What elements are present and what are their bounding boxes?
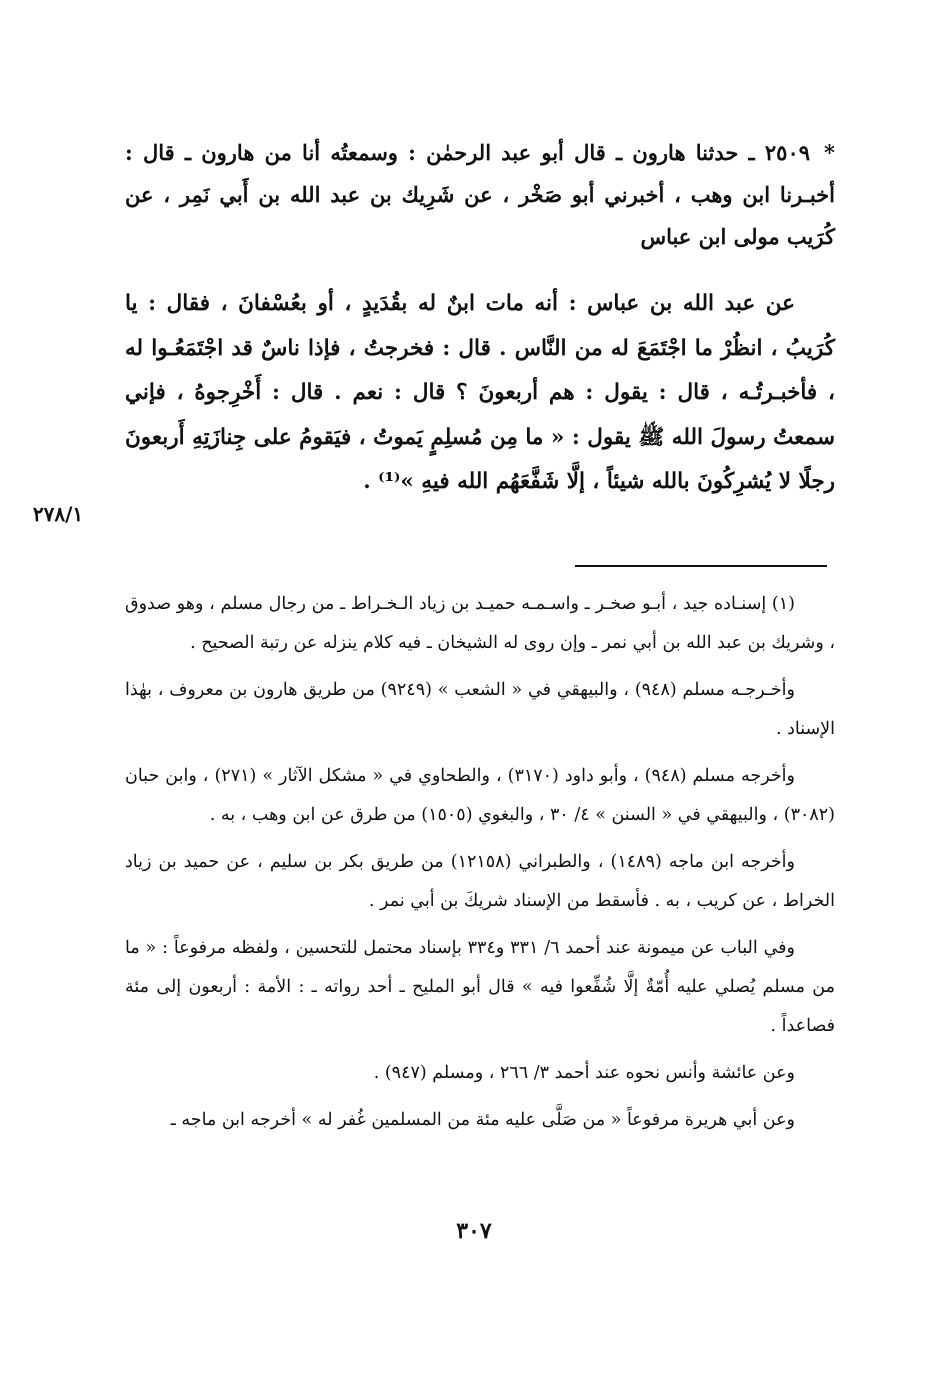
hadith-header <box>125 132 835 258</box>
footnote-paragraph: وعن أبي هريرة مرفوعاً « من صَلَّى عليه مئة من المسلمين غُفر له » أخرجه ابن ماجه ـ <box>170 1110 795 1130</box>
margin-volume-page-reference: ٢٧٨/١ <box>32 502 84 526</box>
hadith-isnad: ٢٥٠٩ ـ حدثنا هارون ـ قال أبو عبد الرحمٰن : وسمعتُه أنا من هارون ـ قال : أخبـرنا ابن وهب ، أخبرني أبو صَخْر ، عن شَرِيك بن عبد الله بن أَبي نَمِر ، عن كُرَيب مولى ابن عباس <box>125 140 835 249</box>
hadith-matn <box>125 282 835 505</box>
page-number: ٣٠٧ <box>456 1218 492 1244</box>
footnote-paragraph: وأخـرجـه مسلم (٩٤٨) ، والبيهقي في « الشعب » (٩٢٤٩) من طريق هارون بن معروف ، بهٰذا الإسناد . <box>125 680 835 739</box>
footnote-paragraph: وأخرجه مسلم (٩٤٨) ، وأبو داود (٣١٧٠) ، والطحاوي في « مشكل الآثار » (٢٧١) ، وابن حبان (٣٠٨٢) ، والبيهقي في « السنن » ٤/ ٣٠ ، والبغوي (١٥٠٥) من طرق عن ابن وهب ، به . <box>125 766 835 825</box>
footnote-paragraph: (١) إسنـاده جيد ، أبـو صخـر ـ واسـمـه حميـد بن زياد الـخـراط ـ من رجال مسلم ، وهو صدوق ، وشريك بن عبد الله بن أبي نمر ـ وإن روى له الشيخان ـ فيه كلام ينزله عن رتبة الصحيح . <box>125 594 835 653</box>
footnotes <box>125 585 835 1148</box>
hadith-star-marker: * <box>824 140 835 165</box>
footnote-paragraph: وأخرجه ابن ماجه (١٤٨٩) ، والطبراني (١٢١٥٨) من طريق بكر بن سليم ، عن حميد بن زياد الخراط ، عن كريب ، به . فأسقط من الإسناد شريكَ بن أبي نمر . <box>125 852 835 911</box>
footnote-separator <box>575 565 827 567</box>
footnote-paragraph: وعن عائشة وأنس نحوه عند أحمد ٣/ ٢٦٦ ، ومسلم (٩٤٧) . <box>373 1063 795 1083</box>
footnote-paragraph: وفي الباب عن ميمونة عند أحمد ٦/ ٣٣١ و٣٣٤ بإسناد محتمل للتحسين ، ولفظه مرفوعاً : « ما من مسلم يُصلي عليه أُمّةٌ إلَّا شُفِّعوا فيه » قال أبو المليح ـ أحد رواته ـ : الأمة : أربعون إلى مئة فصاعداً . <box>125 938 835 1036</box>
hadith-body-text: عن عبد الله بن عباس : أنه مات ابنٌ له بقُدَيدٍ ، أو بعُسْفانَ ، فقال : يا كُرَيبُ ، انظُرْ ما اجْتَمَعَ له من النَّاس . قال : فخرجتُ ، فإذا ناسٌ قد اجْتَمَعُـوا له ، فأخبـرتُـه ، قال : يقول : هم أربعونَ ؟ قال : نعم . قال : أَخْرِجوهُ ، فإني سمعتُ رسولَ الله ﷺ يقول : « ما مِن مُسلِمٍ يَموتُ ، فيَقومُ على جِنازَتِهِ أَربعونَ رجلًا لا يُشرِكُونَ بالله شيئاً ، إلَّا شَفَّعَهُم الله فيهِ »⁽¹⁾ . <box>125 291 835 494</box>
